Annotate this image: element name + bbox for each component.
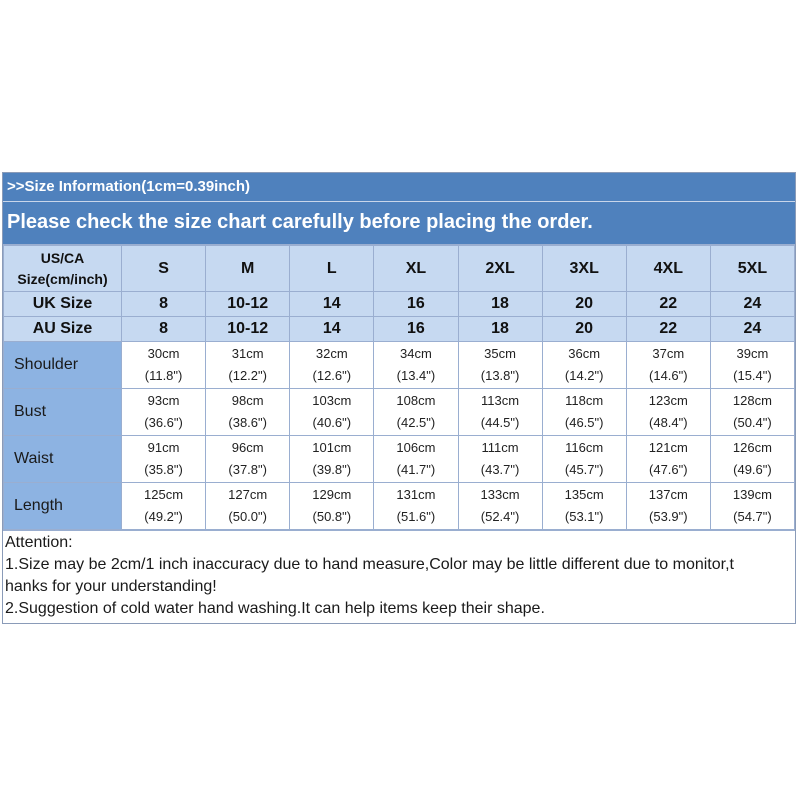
size-cell: M (206, 246, 290, 292)
au-size-cell: 20 (542, 317, 626, 342)
au-size-row (4, 317, 795, 342)
size-cell: 5XL (710, 246, 794, 292)
measurement-cell: 103cm (40.6") (290, 389, 374, 436)
measurement-cell: 135cm (53.1") (542, 483, 626, 530)
measurement-cell: 93cm (36.6") (122, 389, 206, 436)
size-cell: 4XL (626, 246, 710, 292)
au-size-cell: 24 (710, 317, 794, 342)
uk-size-cell: 8 (122, 292, 206, 317)
measurement-cell: 36cm (14.2") (542, 342, 626, 389)
size-cell: L (290, 246, 374, 292)
au-size-cell: 10-12 (206, 317, 290, 342)
measurement-cell: 91cm (35.8") (122, 436, 206, 483)
measurement-cell: 129cm (50.8") (290, 483, 374, 530)
us-size-label: US/CA Size(cm/inch) (4, 246, 122, 292)
measurement-cell: 133cm (52.4") (458, 483, 542, 530)
measurement-cell: 96cm (37.8") (206, 436, 290, 483)
uk-size-row (4, 292, 795, 317)
measurement-cell: 128cm (50.4") (710, 389, 794, 436)
uk-size-cell: 14 (290, 292, 374, 317)
uk-size-cell: 10-12 (206, 292, 290, 317)
measurement-cell: 98cm (38.6") (206, 389, 290, 436)
au-size-cell: 16 (374, 317, 458, 342)
measurement-cell: 35cm (13.8") (458, 342, 542, 389)
au-size-cell: 22 (626, 317, 710, 342)
measurement-row-bust (4, 389, 795, 436)
measurement-row-shoulder (4, 342, 795, 389)
measurement-cell: 106cm (41.7") (374, 436, 458, 483)
measurement-cell: 123cm (48.4") (626, 389, 710, 436)
measurement-cell: 116cm (45.7") (542, 436, 626, 483)
uk-size-label: UK Size (4, 292, 122, 317)
au-size-cell: 8 (122, 317, 206, 342)
measurement-row-length (4, 483, 795, 530)
uk-size-cell: 24 (710, 292, 794, 317)
au-size-cell: 18 (458, 317, 542, 342)
measurement-cell: 37cm (14.6") (626, 342, 710, 389)
measurement-label: Length (4, 483, 122, 530)
measurement-cell: 125cm (49.2") (122, 483, 206, 530)
measurement-cell: 101cm (39.8") (290, 436, 374, 483)
measurement-cell: 31cm (12.2") (206, 342, 290, 389)
us-size-row (4, 246, 795, 292)
measurement-row-waist (4, 436, 795, 483)
measurement-cell: 39cm (15.4") (710, 342, 794, 389)
measurement-cell: 30cm (11.8") (122, 342, 206, 389)
measurement-cell: 139cm (54.7") (710, 483, 794, 530)
size-info-header: >>Size Information(1cm=0.39inch) (3, 173, 795, 202)
uk-size-cell: 16 (374, 292, 458, 317)
measurement-cell: 126cm (49.6") (710, 436, 794, 483)
measurement-cell: 34cm (13.4") (374, 342, 458, 389)
measurement-label: Bust (4, 389, 122, 436)
attention-line-2: 2.Suggestion of cold water hand washing.It can help items keep their shape. (5, 600, 545, 617)
measurement-cell: 111cm (43.7") (458, 436, 542, 483)
size-chart-notice: Please check the size chart carefully before placing the order. (3, 202, 795, 245)
measurement-cell: 32cm (12.6") (290, 342, 374, 389)
size-chart (2, 172, 796, 624)
au-size-cell: 14 (290, 317, 374, 342)
attention-notes (3, 530, 795, 623)
attention-line-1b: hanks for your understanding! (5, 578, 217, 595)
uk-size-cell: 22 (626, 292, 710, 317)
measurement-cell: 121cm (47.6") (626, 436, 710, 483)
size-table (3, 245, 795, 530)
measurement-cell: 127cm (50.0") (206, 483, 290, 530)
measurement-cell: 108cm (42.5") (374, 389, 458, 436)
size-cell: XL (374, 246, 458, 292)
measurement-cell: 131cm (51.6") (374, 483, 458, 530)
measurement-cell: 137cm (53.9") (626, 483, 710, 530)
uk-size-cell: 20 (542, 292, 626, 317)
size-cell: 3XL (542, 246, 626, 292)
attention-title: Attention: (5, 534, 73, 551)
measurement-cell: 118cm (46.5") (542, 389, 626, 436)
measurement-label: Shoulder (4, 342, 122, 389)
uk-size-cell: 18 (458, 292, 542, 317)
size-cell: 2XL (458, 246, 542, 292)
size-cell: S (122, 246, 206, 292)
measurement-label: Waist (4, 436, 122, 483)
measurement-cell: 113cm (44.5") (458, 389, 542, 436)
au-size-label: AU Size (4, 317, 122, 342)
attention-line-1a: 1.Size may be 2cm/1 inch inaccuracy due to hand measure,Color may be little different due to monitor,t (5, 556, 734, 573)
